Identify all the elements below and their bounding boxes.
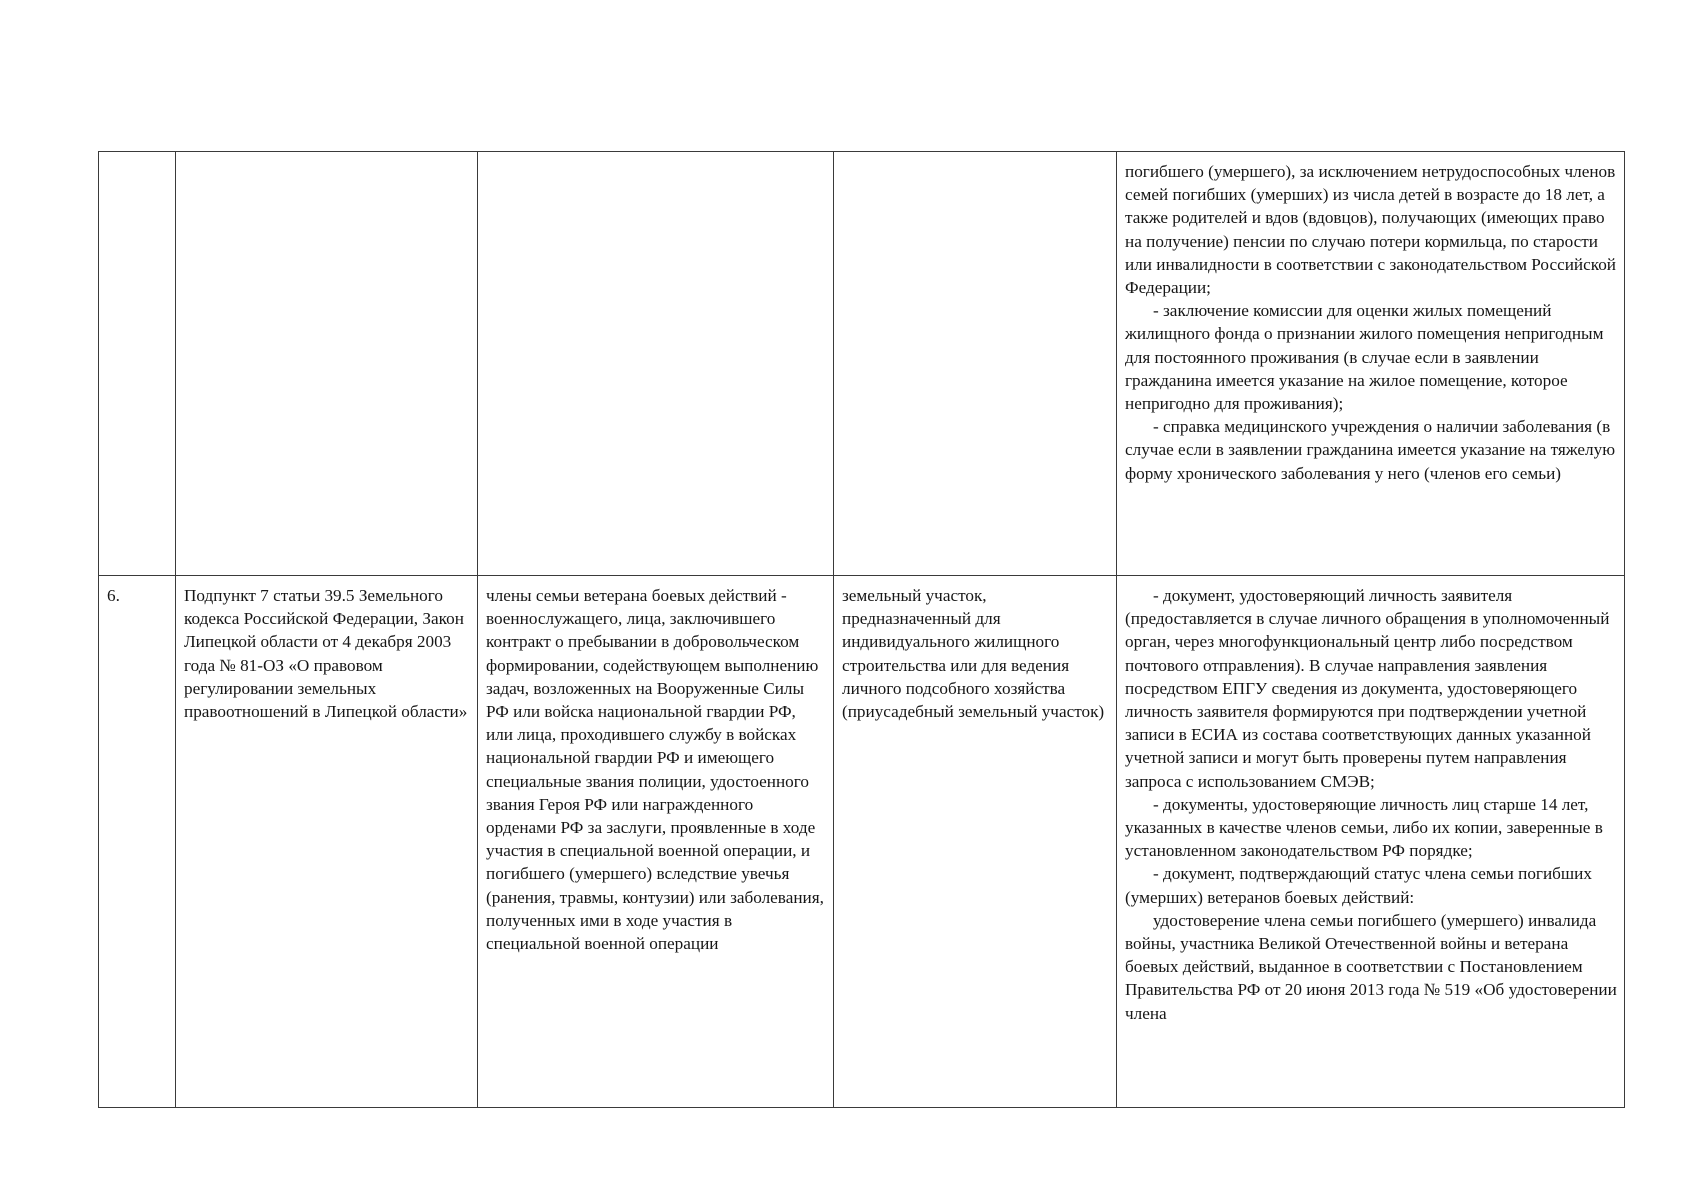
document-paragraph: - документ, удостоверяющий личность заявителя (предоставляется в случае личного обращения в уполномоченный орган, через многофункциональный центр либо посредством почтового отправления). В случае направления заявления посредством ЕПГУ сведения из документа, удостоверяющего личность заявителя формируются при подтверждении учетной записи в ЕСИА из состава соответствующих данных указанной учетной записи и могут быть проверены путем направления запроса с использованием СМЭВ; <box>1125 586 1610 791</box>
cell-required-documents <box>1117 576 1625 1108</box>
cell-required-documents <box>1117 152 1625 576</box>
table-row-6 <box>99 576 1625 1108</box>
document-paragraph: - заключение комиссии для оценки жилых помещений жилищного фонда о признании жилого помещения непригодным для постоянного проживания (в случае если в заявлении гражданина имеется указание на жилое помещение, которое непригодно для проживания); <box>1125 301 1604 414</box>
document-paragraph: - документы, удостоверяющие личность лиц старше 14 лет, указанных в качестве членов семьи, либо их копии, заверенные в установленном законодательством РФ порядке; <box>1125 794 1603 861</box>
cell-land-plot <box>834 152 1117 576</box>
document-paragraph: погибшего (умершего), за исключением нетрудоспособных членов семей погибших (умерших) из числа детей в возрасте до 18 лет, а также родителей и вдов (вдовцов), получающих (имеющих право на получение) пенсии по случаю потери кормильца, по старости или инвалидности в соответствии с законодательством Российской Федерации; <box>1125 162 1617 298</box>
document-paragraph: - документ, подтверждающий статус члена семьи погибших (умерших) ветеранов боевых действий: <box>1125 864 1592 907</box>
document-paragraph: удостоверение члена семьи погибшего (умершего) инвалида войны, участника Великой Отечественной войны и ветерана боевых действий, выданное в соответствии с Постановлением Правительства РФ от 20 июня 2013 года № 519 «Об удостоверении члена <box>1125 910 1617 1023</box>
cell-number: 6. <box>99 576 176 1108</box>
table-row-continuation <box>99 152 1625 576</box>
cell-number <box>99 152 176 576</box>
cell-land-plot: земельный участок, предназначенный для индивидуального жилищного строительства или для ведения личного подсобного хозяйства (приусадебный земельный участок) <box>834 576 1117 1108</box>
cell-legal-basis: Подпункт 7 статьи 39.5 Земельного кодекса Российской Федерации, Закон Липецкой области от 4 декабря 2003 года № 81-ОЗ «О правовом регулировании земельных правоотношений в Липецкой области» <box>176 576 478 1108</box>
document-paragraph: - справка медицинского учреждения о наличии заболевания (в случае если в заявлении гражданина имеется указание на тяжелую форму хронического заболевания у него (членов его семьи) <box>1125 417 1616 483</box>
document-table <box>98 151 1625 1108</box>
cell-legal-basis <box>176 152 478 576</box>
cell-applicant-category <box>478 152 834 576</box>
cell-applicant-category: члены семьи ветерана боевых действий - военнослужащего, лица, заключившего контракт о пребывании в добровольческом формировании, содействующем выполнению задач, возложенных на Вооруженные Силы РФ или войска национальной гвардии РФ, или лица, проходившего службу в войсках национальной гвардии РФ и имеющего специальные звания полиции, удостоенного звания Героя РФ или награжденного орденами РФ за заслуги, проявленные в ходе участия в специальной военной операции, и погибшего (умершего) вследствие увечья (ранения, травмы, контузии) или заболевания, полученных ими в ходе участия в специальной военной операции <box>478 576 834 1108</box>
